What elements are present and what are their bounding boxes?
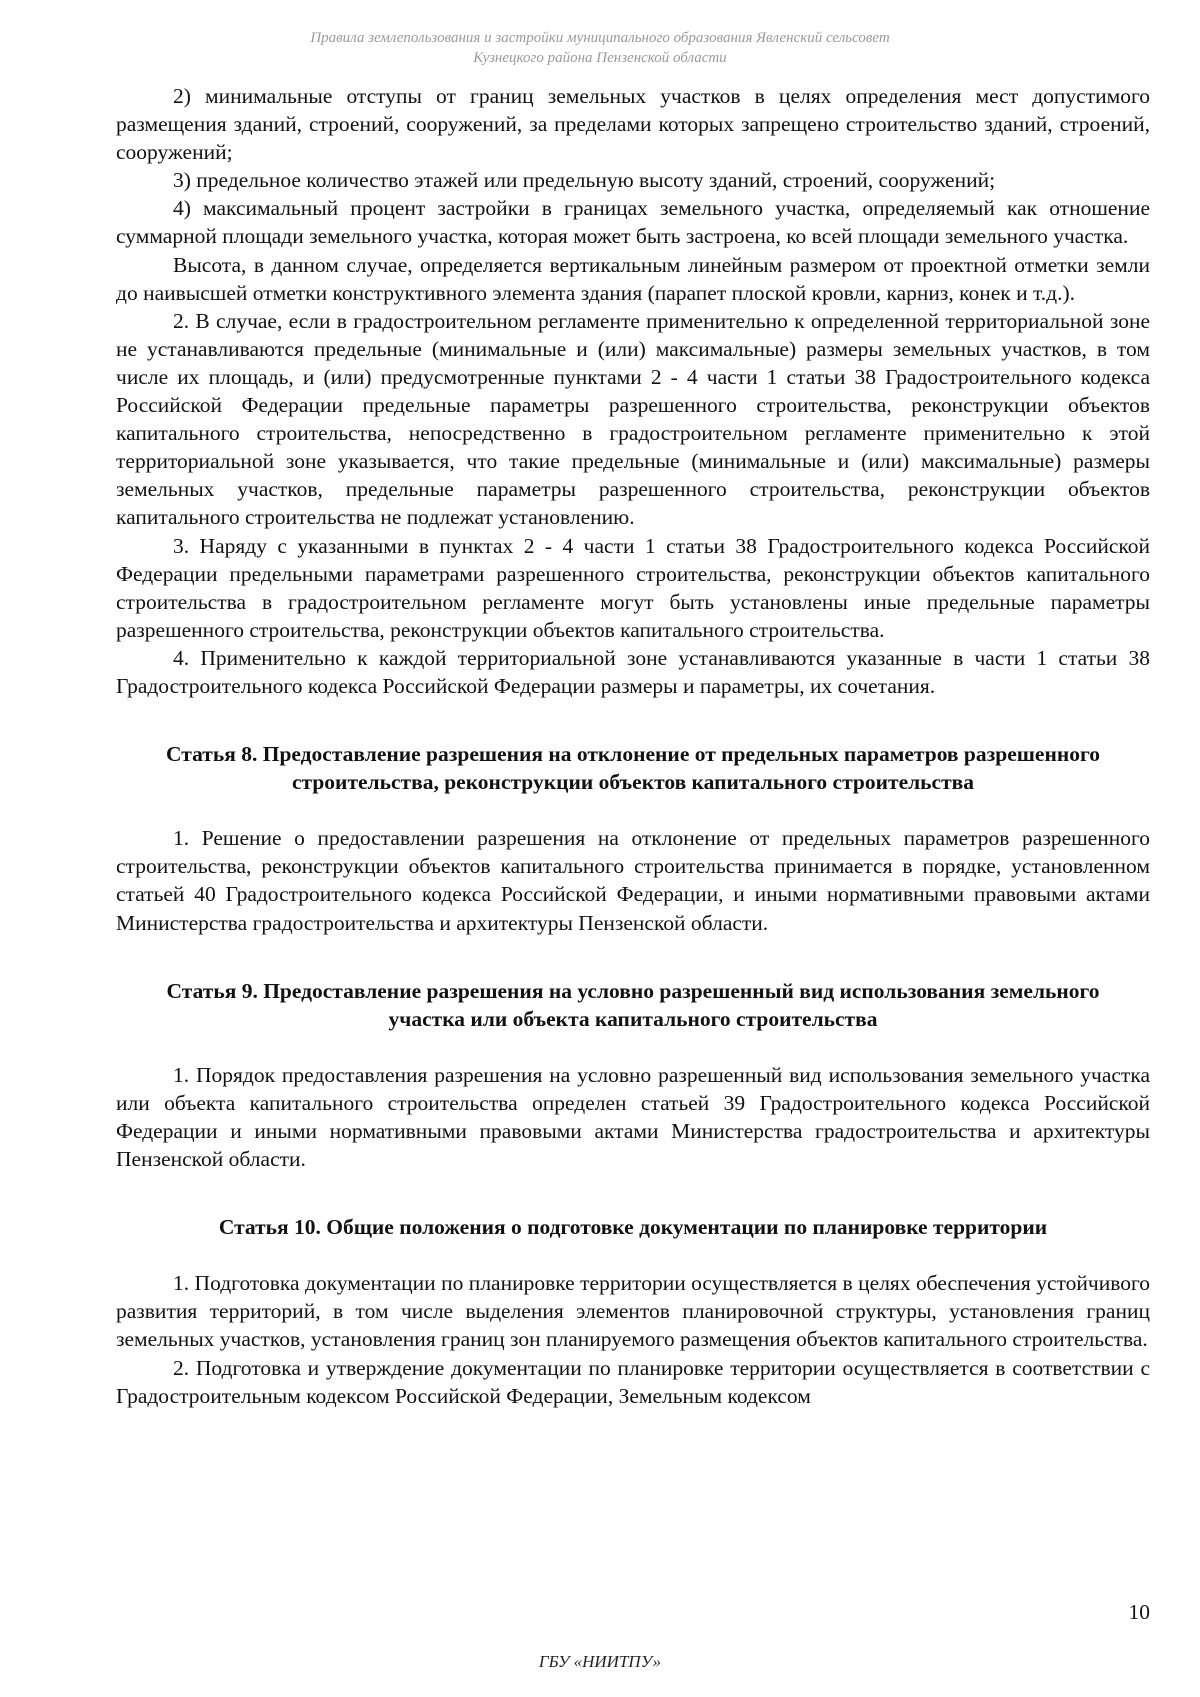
spacer [116, 1033, 1150, 1061]
paragraph: 1. Подготовка документации по планировке территории осуществляется в целях обеспечения устойчивого развития территорий, в том числе выделения элементов планировочной структуры, установления границ земельных участков, установления границ зон планируемого размещения объектов капитального строительства. [116, 1271, 1150, 1352]
spacer [116, 1241, 1150, 1269]
spacer [116, 796, 1150, 824]
paragraph: 4. Применительно к каждой территориальной зоне устанавливаются указанные в части 1 статьи 38 Градостроительного кодекса Российской Федерации размеры и параметры, их сочетания. [116, 645, 1150, 698]
paragraph: Высота, в данном случае, определяется вертикальным линейным размером от проектной отметки земли до наивысшей отметки конструктивного элемента здания (парапет плоской кровли, карниз, конек и т.д.). [116, 252, 1150, 305]
running-footer: ГБУ «НИИТПУ» [538, 1652, 662, 1671]
paragraph: 2. Подготовка и утверждение документации по планировке территории осуществляется в соответствии с Градостроительным кодексом Российской Федерации, Земельным кодексом [116, 1355, 1150, 1408]
page-number: 10 [1128, 1600, 1150, 1624]
document-body [116, 82, 1150, 1410]
paragraph: 3. Наряду с указанными в пунктах 2 - 4 части 1 статьи 38 Градостроительного кодекса Российской Федерации предельными параметрами разрешенного строительства, реконструкции объектов капитального строительства в градостроительном регламенте могут быть установлены иные предельные параметры разрешенного строительства, реконструкции объектов капитального строительства. [116, 533, 1150, 642]
paragraph: 3) предельное количество этажей или предельную высоту зданий, строений, сооружений; [173, 168, 996, 193]
article-8-heading: Статья 8. Предоставление разрешения на отклонение от предельных параметров разрешенного строительства, реконструкции объектов капитального строительства [166, 742, 1100, 795]
spacer [116, 1173, 1150, 1213]
paragraph: 4) максимальный процент застройки в границах земельного участка, определяемый как отношение суммарной площади земельного участка, которая может быть застроена, ко всей площади земельного участка. [116, 196, 1150, 249]
running-header [0, 28, 1200, 68]
paragraph: 1. Порядок предоставления разрешения на условно разрешенный вид использования земельного участка или объекта капитального строительства определен статьей 39 Градостроительного кодекса Российской Федерации и иными нормативными правовыми актами Министерства градостроительства и архитектуры Пензенской области. [116, 1062, 1150, 1172]
running-header-line-2: Кузнецкого района Пензенской области [473, 50, 727, 66]
paragraph: 2) минимальные отступы от границ земельных участков в целях определения мест допустимого размещения зданий, строений, сооружений, за пределами которых запрещено строительство зданий, строений, сооружений; [116, 84, 1150, 165]
paragraph: 2. В случае, если в градостроительном регламенте применительно к определенной территориальной зоне не устанавливаются предельные (минимальные и (или) максимальные) размеры земельных участков, в том числе их площадь, и (или) предусмотренные пунктами 2 - 4 части 1 статьи 38 Градостроительного кодекса Российской Федерации предельные параметры разрешенного строительства, реконструкции объектов капитального строительства, непосредственно в градостроительном регламенте применительно к этой территориальной зоне указывается, что такие предельные (минимальные и (или) максимальные) размеры земельных участков, предельные параметры разрешенного строительства, реконструкции объектов капитального строительства не подлежат установлению. [116, 308, 1150, 530]
spacer [116, 700, 1150, 740]
article-9-heading: Статья 9. Предоставление разрешения на условно разрешенный вид использования земельного участка или объекта капитального строительства [166, 978, 1100, 1031]
paragraph: 1. Решение о предоставлении разрешения на отклонение от предельных параметров разрешенного строительства, реконструкции объектов капитального строительства принимается в порядке, установленном статьей 40 Градостроительного кодекса Российской Федерации, и иными нормативными правовыми актами Министерства градостроительства и архитектуры Пензенской области. [116, 826, 1150, 935]
article-10-heading: Статья 10. Общие положения о подготовке документации по планировке территории [218, 1215, 1048, 1240]
spacer [116, 937, 1150, 977]
running-header-line-1: Правила землепользования и застройки муниципального образования Явленский сельсовет [310, 30, 890, 46]
